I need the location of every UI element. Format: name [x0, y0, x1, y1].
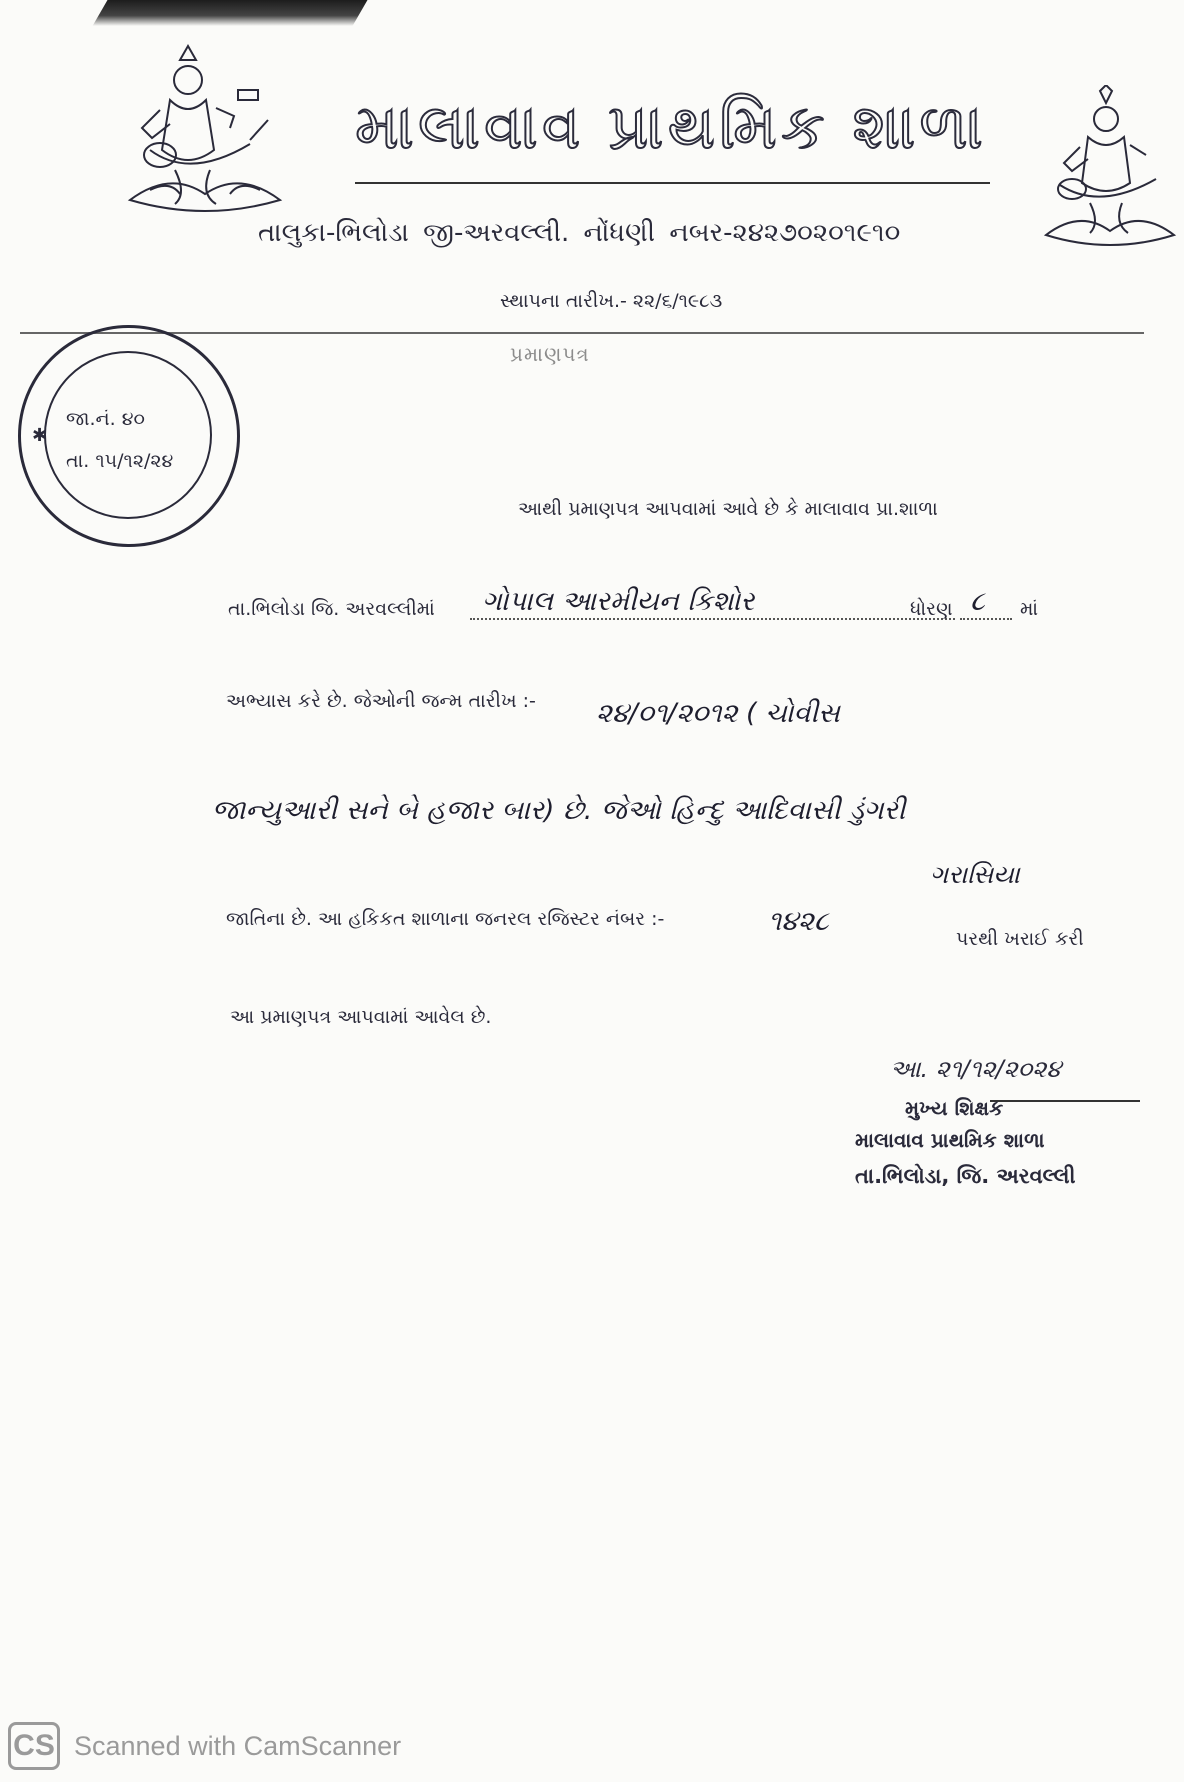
line-3-prefix: અભ્યાસ કરે છે. જેઓની જન્મ તારીખ :- [226, 690, 536, 712]
student-name: ગોપાલ આરમીયન કિશોર [482, 586, 755, 617]
document-heading: પ્રમાણપત્ર [510, 342, 590, 366]
signatory-taluka: તા.ભિલોડા, જિ. અરવલ્લી [855, 1164, 1076, 1188]
line-4-suffix: પરથી ખરાઈ કરી [956, 928, 1084, 950]
birth-date: ૨૪/૦૧/૨૦૧૨ ( ચોવીસ [596, 698, 840, 729]
stamp-outward-number: જા.નં. ૪૦ [66, 408, 145, 430]
signatory-designation: મુખ્ય શિક્ષક [905, 1096, 1004, 1120]
caste-name: ગરાસિયા [930, 860, 1020, 889]
signature-line [990, 1100, 1140, 1102]
signatory-school: માલાવાવ પ્રાથમિક શાળા [855, 1128, 1045, 1152]
saraswati-left-emblem [120, 40, 290, 230]
stamp-star-icon: ✱ [32, 425, 48, 446]
certificate-closing-line: આ પ્રમાણપત્ર આપવામાં આવેલ છે. [230, 1006, 492, 1028]
standard-dotted-line [960, 618, 1012, 620]
name-dotted-line [470, 618, 955, 620]
stamp-inner-ring [44, 351, 212, 519]
school-stamp [18, 325, 246, 553]
standard-label: ધોરણ [910, 598, 953, 620]
line-4-prefix: જાતિના છે. આ હકિકત શાળાના જનરલ રજિસ્ટર નંબર :- [226, 908, 665, 930]
register-number: ૧૪૨૮ [768, 906, 829, 937]
school-address: તાલુકા-ભિલોડા જી-અરવલ્લી. નોંધણી નબર-૨૪૨૭૦૨૦૧૯૧૦ [258, 218, 901, 248]
saraswati-right-emblem [1040, 85, 1180, 265]
school-title: માલાવાવ પ્રાથમિક શાળા [355, 90, 987, 163]
student-standard: ૮ [970, 586, 985, 617]
title-underline [355, 182, 990, 184]
camscanner-watermark [8, 1722, 401, 1770]
established-date: સ્થાપના તારીખ.- ૨૨/૬/૧૯૮૩ [500, 290, 723, 312]
stamp-date: તા. ૧૫/૧૨/૨૪ [66, 450, 174, 472]
certificate-line-1: આથી પ્રમાણપત્ર આપવામાં આવે છે કે માલાવાવ પ્રા.શાળા [518, 498, 938, 520]
line-2-suffix: માં [1020, 598, 1039, 620]
line-2-prefix: તા.ભિલોડા જિ. અરવલ્લીમાં [228, 598, 435, 620]
camscanner-text: Scanned with CamScanner [74, 1730, 402, 1761]
signature: આ. ૨૧/૧૨/૨૦૨૪ [890, 1055, 1062, 1083]
camscanner-logo-icon: CS [8, 1722, 60, 1770]
scan-corner-shadow [92, 0, 367, 26]
birth-date-in-words: જાન્યુઆરી સને બે હજાર બાર) છે. જેઓ હિન્દુ આદિવાસી ડુંગરી [212, 795, 906, 826]
